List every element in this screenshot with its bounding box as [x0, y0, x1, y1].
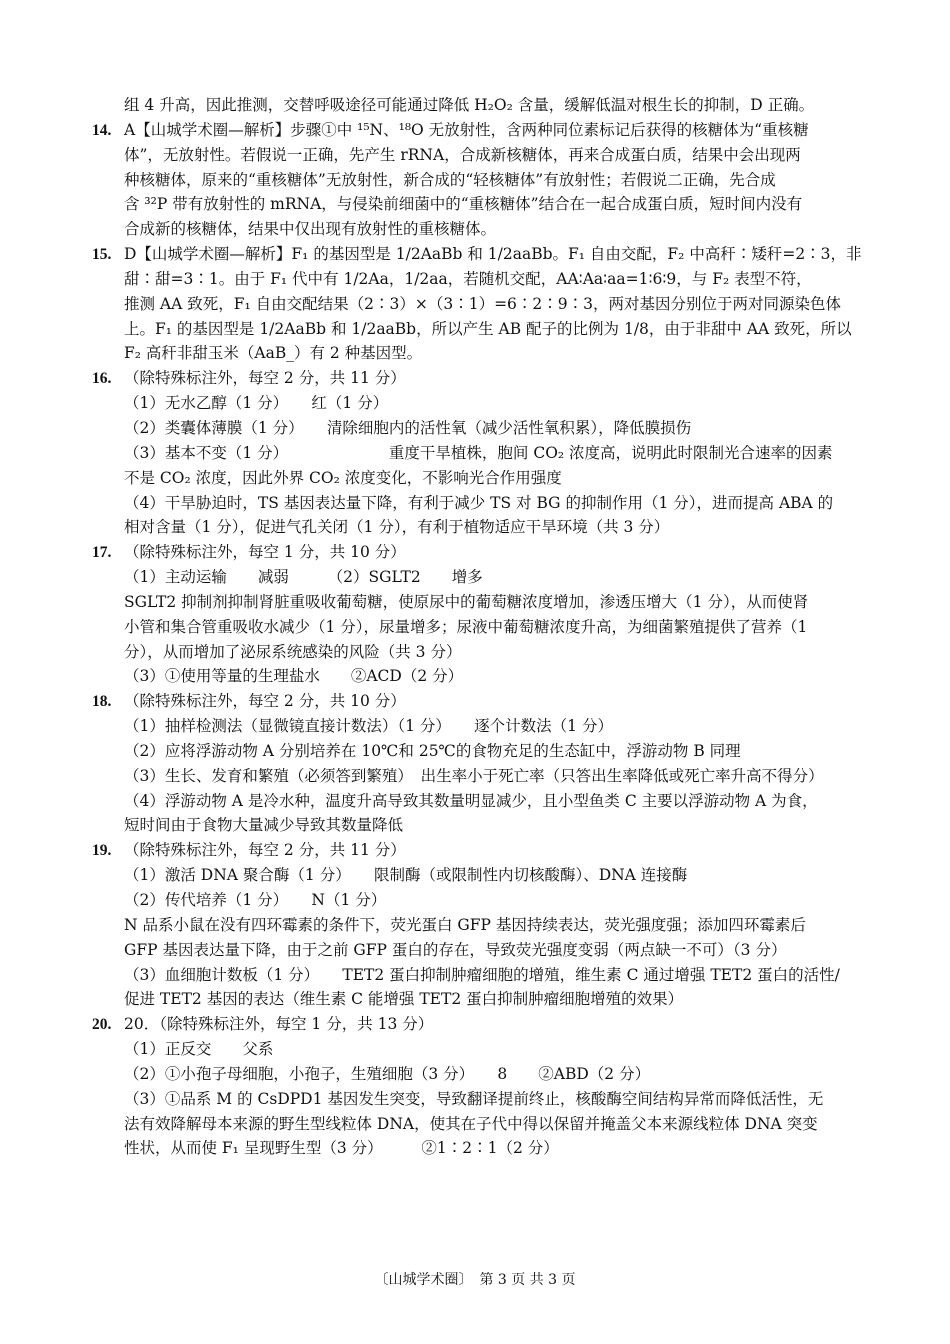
text-line [92, 1062, 864, 1087]
line-text: （2）类囊体薄膜（1 分） 清除细胞内的活性氧（减少活性氧积累），降低膜损伤 [124, 418, 692, 437]
text-line [92, 590, 864, 615]
line-text: （3）基本不变（1 分） 重度干旱植株，胞间 CO₂ 浓度高，说明此时限制光合速率的因素 [124, 443, 833, 462]
question-line [92, 366, 864, 391]
line-text: SGLT2 抑制剂抑制肾脏重吸收葡萄糖，使原尿中的葡萄糖浓度增加，渗透压增大（1 分），从而使肾 [124, 592, 809, 611]
question-line [92, 689, 864, 714]
text-line [92, 863, 864, 888]
line-text: （1）激活 DNA 聚合酶（1 分） 限制酶（或限制性内切核酸酶）、DNA 连接酶 [124, 866, 688, 885]
line-text: 推测 AA 致死，F₁ 自由交配结果（2∶3）×（3∶1）=6∶2∶9∶3，两对基因分别位于两对同源染色体 [124, 294, 842, 313]
line-text: （1）正反交 父系 [124, 1040, 274, 1059]
text-line [92, 764, 864, 789]
text-line [92, 664, 864, 689]
text-line [92, 441, 864, 466]
line-text: （除特殊标注外，每空 1 分，共 10 分） [124, 543, 406, 562]
question-line [92, 540, 864, 565]
question-number: 16. [92, 370, 112, 388]
text-line [92, 938, 864, 963]
text-line [92, 1037, 864, 1062]
question-line [92, 118, 864, 143]
text-line [92, 416, 864, 441]
text-line [92, 739, 864, 764]
question-number: 15. [92, 246, 112, 264]
line-text: 上。F₁ 的基因型是 1/2AaBb 和 1/2aaBb，所以产生 AB 配子的比例为 1/8，由于非甜中 AA 致死，所以 [124, 319, 852, 338]
line-text: 组 4 升高，因此推测，交替呼吸途径可能通过降低 H₂O₂ 含量，缓解低温对根生长的抑制，D 正确。 [124, 96, 815, 114]
line-text: 相对含量（1 分），促进气孔关闭（1 分），有利于植物适应干旱环境（共 3 分） [124, 518, 670, 537]
line-text: 促进 TET2 基因的表达（维生素 C 能增强 TET2 蛋白抑制肿瘤细胞增殖的效果） [124, 990, 684, 1009]
line-text: （2）应将浮游动物 A 分别培养在 10℃和 25℃的食物充足的生态缸中，浮游动物 B 同理 [124, 741, 741, 760]
text-line [92, 391, 864, 416]
text-line [92, 615, 864, 640]
question-number: 17. [92, 544, 112, 562]
line-text: F₂ 高秆非甜玉米（AaB_）有 2 种基因型。 [124, 344, 423, 363]
line-text: 体”，无放射性。若假说一正确，先产生 rRNA，合成新核糖体，再来合成蛋白质，结果中会出现两 [124, 145, 801, 164]
text-line [92, 913, 864, 938]
question-line [92, 1012, 864, 1037]
page-footer: 〔山城学术圈〕 第 3 页 共 3 页 [374, 1272, 576, 1288]
line-text: 种核糖体，原来的“重核糖体”无放射性，新合成的“轻核糖体”有放射性；若假说二正确，先合成 [124, 170, 776, 189]
line-text: 甜∶甜=3∶1。由于 F₁ 代中有 1/2Aa，1/2aa，若随机交配，AA∶Aa∶aa=1∶6∶9，与 F₂ 表型不符， [124, 269, 812, 288]
line-text: （4）干旱胁迫时，TS 基因表达量下降，有利于减少 TS 对 BG 的抑制作用（1 分），进而提高 ABA 的 [124, 493, 834, 512]
text-line [92, 168, 864, 193]
line-text: （除特殊标注外，每空 2 分，共 11 分） [124, 841, 406, 860]
text-line [92, 1136, 864, 1161]
text-line [92, 192, 864, 217]
question-line [92, 838, 864, 863]
question-number: 18. [92, 693, 112, 711]
line-text: 法有效降解母本来源的野生型线粒体 DNA，使其在子代中得以保留并掩盖父本来源线粒体 DNA 突变 [124, 1114, 818, 1133]
line-text: 分），从而增加了泌尿系统感染的风险（共 3 分） [124, 642, 462, 661]
line-text: （3）①品系 M 的 CsDPD1 基因发生突变，导致翻译提前终止，核酸酶空间结构异常而降低活性，无 [124, 1089, 824, 1108]
line-text: 短时间由于食物大量减少导致其数量降低 [124, 816, 404, 835]
question-number: 14. [92, 121, 112, 139]
text-line [92, 640, 864, 665]
line-text: （除特殊标注外，每空 2 分，共 10 分） [124, 692, 406, 711]
text-line [92, 317, 864, 342]
text-line [92, 987, 864, 1012]
text-line [92, 341, 864, 366]
text-line [92, 93, 864, 118]
text-line [92, 714, 864, 739]
question-number: 19. [92, 842, 112, 860]
line-text: （3）生长、发育和繁殖（必须答到繁殖） 出生率小于死亡率（只答出生率降低或死亡率升高不得分） [124, 766, 824, 785]
text-line [92, 143, 864, 168]
question-line [92, 242, 864, 267]
text-line [92, 565, 864, 590]
text-line [92, 963, 864, 988]
answer-content [92, 93, 864, 1161]
line-text: （2）传代培养（1 分） N（1 分） [124, 891, 387, 909]
line-text: 性状，从而使 F₁ 呈现野生型（3 分） ②1∶2∶1（2 分） [124, 1139, 559, 1158]
text-line [92, 267, 864, 292]
line-text: 不是 CO₂ 浓度，因此外界 CO₂ 浓度变化，不影响光合作用强度 [124, 468, 562, 487]
text-line [92, 515, 864, 540]
question-number: 20. [92, 1016, 112, 1034]
text-line [92, 491, 864, 516]
line-text: （1）主动运输 减弱 （2）SGLT2 增多 [124, 568, 483, 587]
text-line [92, 1087, 864, 1112]
line-text: 小管和集合管重吸收水减少（1 分），尿量增多；尿液中葡萄糖浓度升高，为细菌繁殖提供了营养（1 [124, 617, 808, 636]
line-text: 20．（除特殊标注外，每空 1 分，共 13 分） [124, 1015, 434, 1034]
line-text: 合成新的核糖体，结果中仅出现有放射性的重核糖体。 [124, 220, 497, 239]
line-text: （除特殊标注外，每空 2 分，共 11 分） [124, 369, 406, 388]
text-line [92, 813, 864, 838]
text-line [92, 1112, 864, 1137]
text-line [92, 789, 864, 814]
line-text: N 品系小鼠在没有四环霉素的条件下，荧光蛋白 GFP 基因持续表达，荧光强度强；添加四环霉素后 [124, 915, 806, 934]
line-text: （3）血细胞计数板（1 分） TET2 蛋白抑制肿瘤细胞的增殖，维生素 C 通过增强 TET2 蛋白的活性/ [124, 965, 840, 984]
text-line [92, 217, 864, 242]
line-text: D【山城学术圈—解析】F₁ 的基因型是 1/2AaBb 和 1/2aaBb。F₁ 自由交配，F₂ 中高秆∶矮秆=2∶3，非 [124, 245, 862, 264]
line-text: （2）①小孢子母细胞，小孢子，生殖细胞（3 分） 8 ②ABD（2 分） [124, 1064, 651, 1083]
line-text: 含 ³²P 带有放射性的 mRNA，与侵染前细菌中的“重核糖体”结合在一起合成蛋白质，短时间内没有 [124, 195, 803, 214]
line-text: （1）无水乙醇（1 分） 红（1 分） [124, 394, 389, 413]
line-text: （4）浮游动物 A 是冷水种，温度升高导致其数量明显减少，且小型鱼类 C 主要以浮游动物 A 为食， [124, 791, 818, 810]
line-text: （3）①使用等量的生理盐水 ②ACD（2 分） [124, 667, 464, 686]
line-text: （1）抽样检测法（显微镜直接计数法）（1 分） 逐个计数法（1 分） [124, 717, 613, 736]
text-line [92, 888, 864, 913]
text-line [92, 292, 864, 317]
text-line [92, 466, 864, 491]
line-text: A【山城学术圈—解析】步骤①中 ¹⁵N、¹⁸O 无放射性，含两种同位素标记后获得的核糖体为“重核糖 [124, 120, 809, 139]
line-text: GFP 基因表达量下降，由于之前 GFP 蛋白的存在，导致荧光强度变弱（两点缺一不可）（3 分） [124, 940, 787, 959]
